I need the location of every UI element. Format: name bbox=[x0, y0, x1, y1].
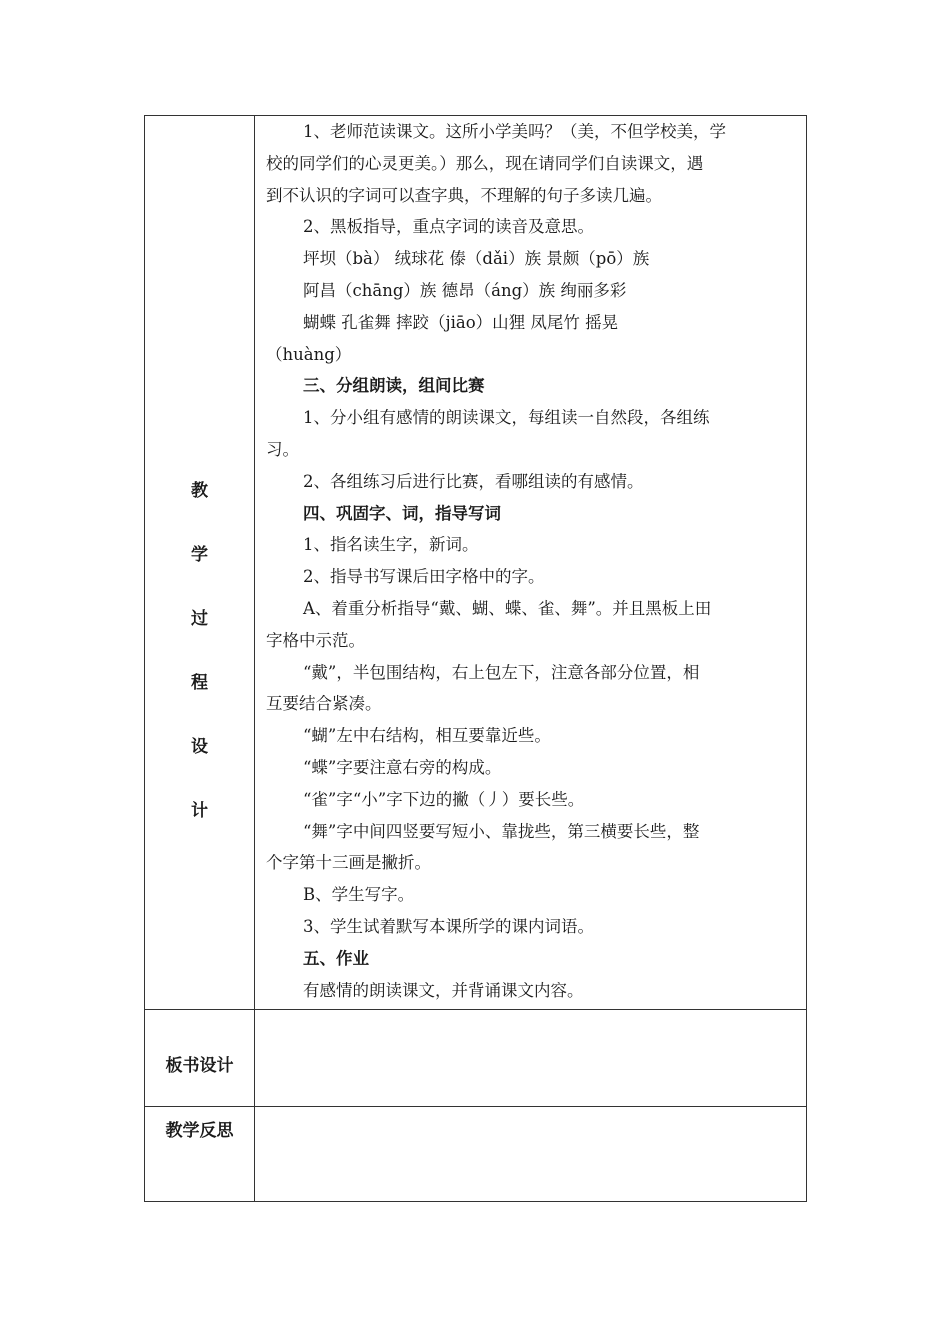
label-char: 学 bbox=[191, 545, 208, 565]
row-divider-1 bbox=[145, 1009, 806, 1010]
content-line: 五、作业 bbox=[303, 948, 369, 968]
content-line: 校的同学们的心灵更美。）那么，现在请同学们自读课文，遇 bbox=[266, 153, 704, 173]
label-char: 教 bbox=[191, 481, 208, 501]
content-line: 习。 bbox=[266, 440, 299, 459]
content-line: “雀”字“小”字下边的撇（丿）要长些。 bbox=[303, 789, 585, 809]
label-char: 计 bbox=[191, 801, 208, 821]
content-line: “舞”字中间四竖要写短小、靠拢些，第三横要长些，整 bbox=[303, 821, 700, 841]
content-line: 2、各组练习后进行比赛，看哪组读的有感情。 bbox=[303, 471, 644, 491]
content-line: 2、黑板指导，重点字词的读音及意思。 bbox=[303, 217, 594, 237]
content-line: 四、巩固字、词，指导写词 bbox=[303, 503, 501, 523]
column-divider bbox=[254, 116, 255, 1201]
content-line: 1、指名读生字，新词。 bbox=[303, 535, 479, 555]
content-line: 1、分小组有感情的朗读课文，每组读一自然段，各组练 bbox=[303, 408, 710, 428]
content-line: 到不认识的字词可以查字典，不理解的句子多读几遍。 bbox=[266, 185, 662, 205]
lesson-plan-table bbox=[144, 115, 807, 1202]
content-line: “蝴”左中右结构，相互要靠近些。 bbox=[303, 726, 551, 746]
content-line: “蝶”字要注意右旁的构成。 bbox=[303, 758, 502, 777]
content-line: 有感情的朗读课文，并背诵课文内容。 bbox=[303, 980, 584, 1000]
content-line: B、学生写字。 bbox=[303, 885, 415, 905]
content-line: 个字第十三画是撇折。 bbox=[266, 853, 431, 873]
content-line: 坪坝（bà） 绒球花 傣（dǎi）族 景颇（pō）族 bbox=[303, 249, 650, 269]
content-line: 1、老师范读课文。这所小学美吗？（美，不但学校美，学 bbox=[303, 122, 726, 141]
content-line: 蝴蝶 孔雀舞 摔跤（jiāo）山狸 凤尾竹 摇晃 bbox=[303, 312, 619, 332]
label-char: 过 bbox=[191, 609, 208, 629]
board-design-label: 板书设计 bbox=[165, 1056, 234, 1076]
content-line: 字格中示范。 bbox=[266, 630, 365, 650]
content-line: 2、指导书写课后田字格中的字。 bbox=[303, 567, 545, 587]
content-line: （huàng） bbox=[266, 344, 352, 364]
content-line: “戴”，半包围结构，右上包左下，注意各部分位置，相 bbox=[303, 662, 700, 682]
content-line: 3、学生试着默写本课所学的课内词语。 bbox=[303, 917, 594, 936]
label-char: 程 bbox=[191, 673, 208, 693]
content-line: 三、分组朗读，组间比赛 bbox=[303, 376, 485, 396]
content-line: A、着重分析指导“戴、蝴、蝶、雀、舞”。并且黑板上田 bbox=[303, 599, 712, 618]
label-char: 设 bbox=[191, 737, 208, 757]
content-line: 互要结合紧凑。 bbox=[266, 694, 382, 714]
content-line: 阿昌（chāng）族 德昂（áng）族 绚丽多彩 bbox=[303, 281, 627, 300]
row-divider-2 bbox=[145, 1106, 806, 1107]
reflection-label: 教学反思 bbox=[165, 1121, 234, 1141]
